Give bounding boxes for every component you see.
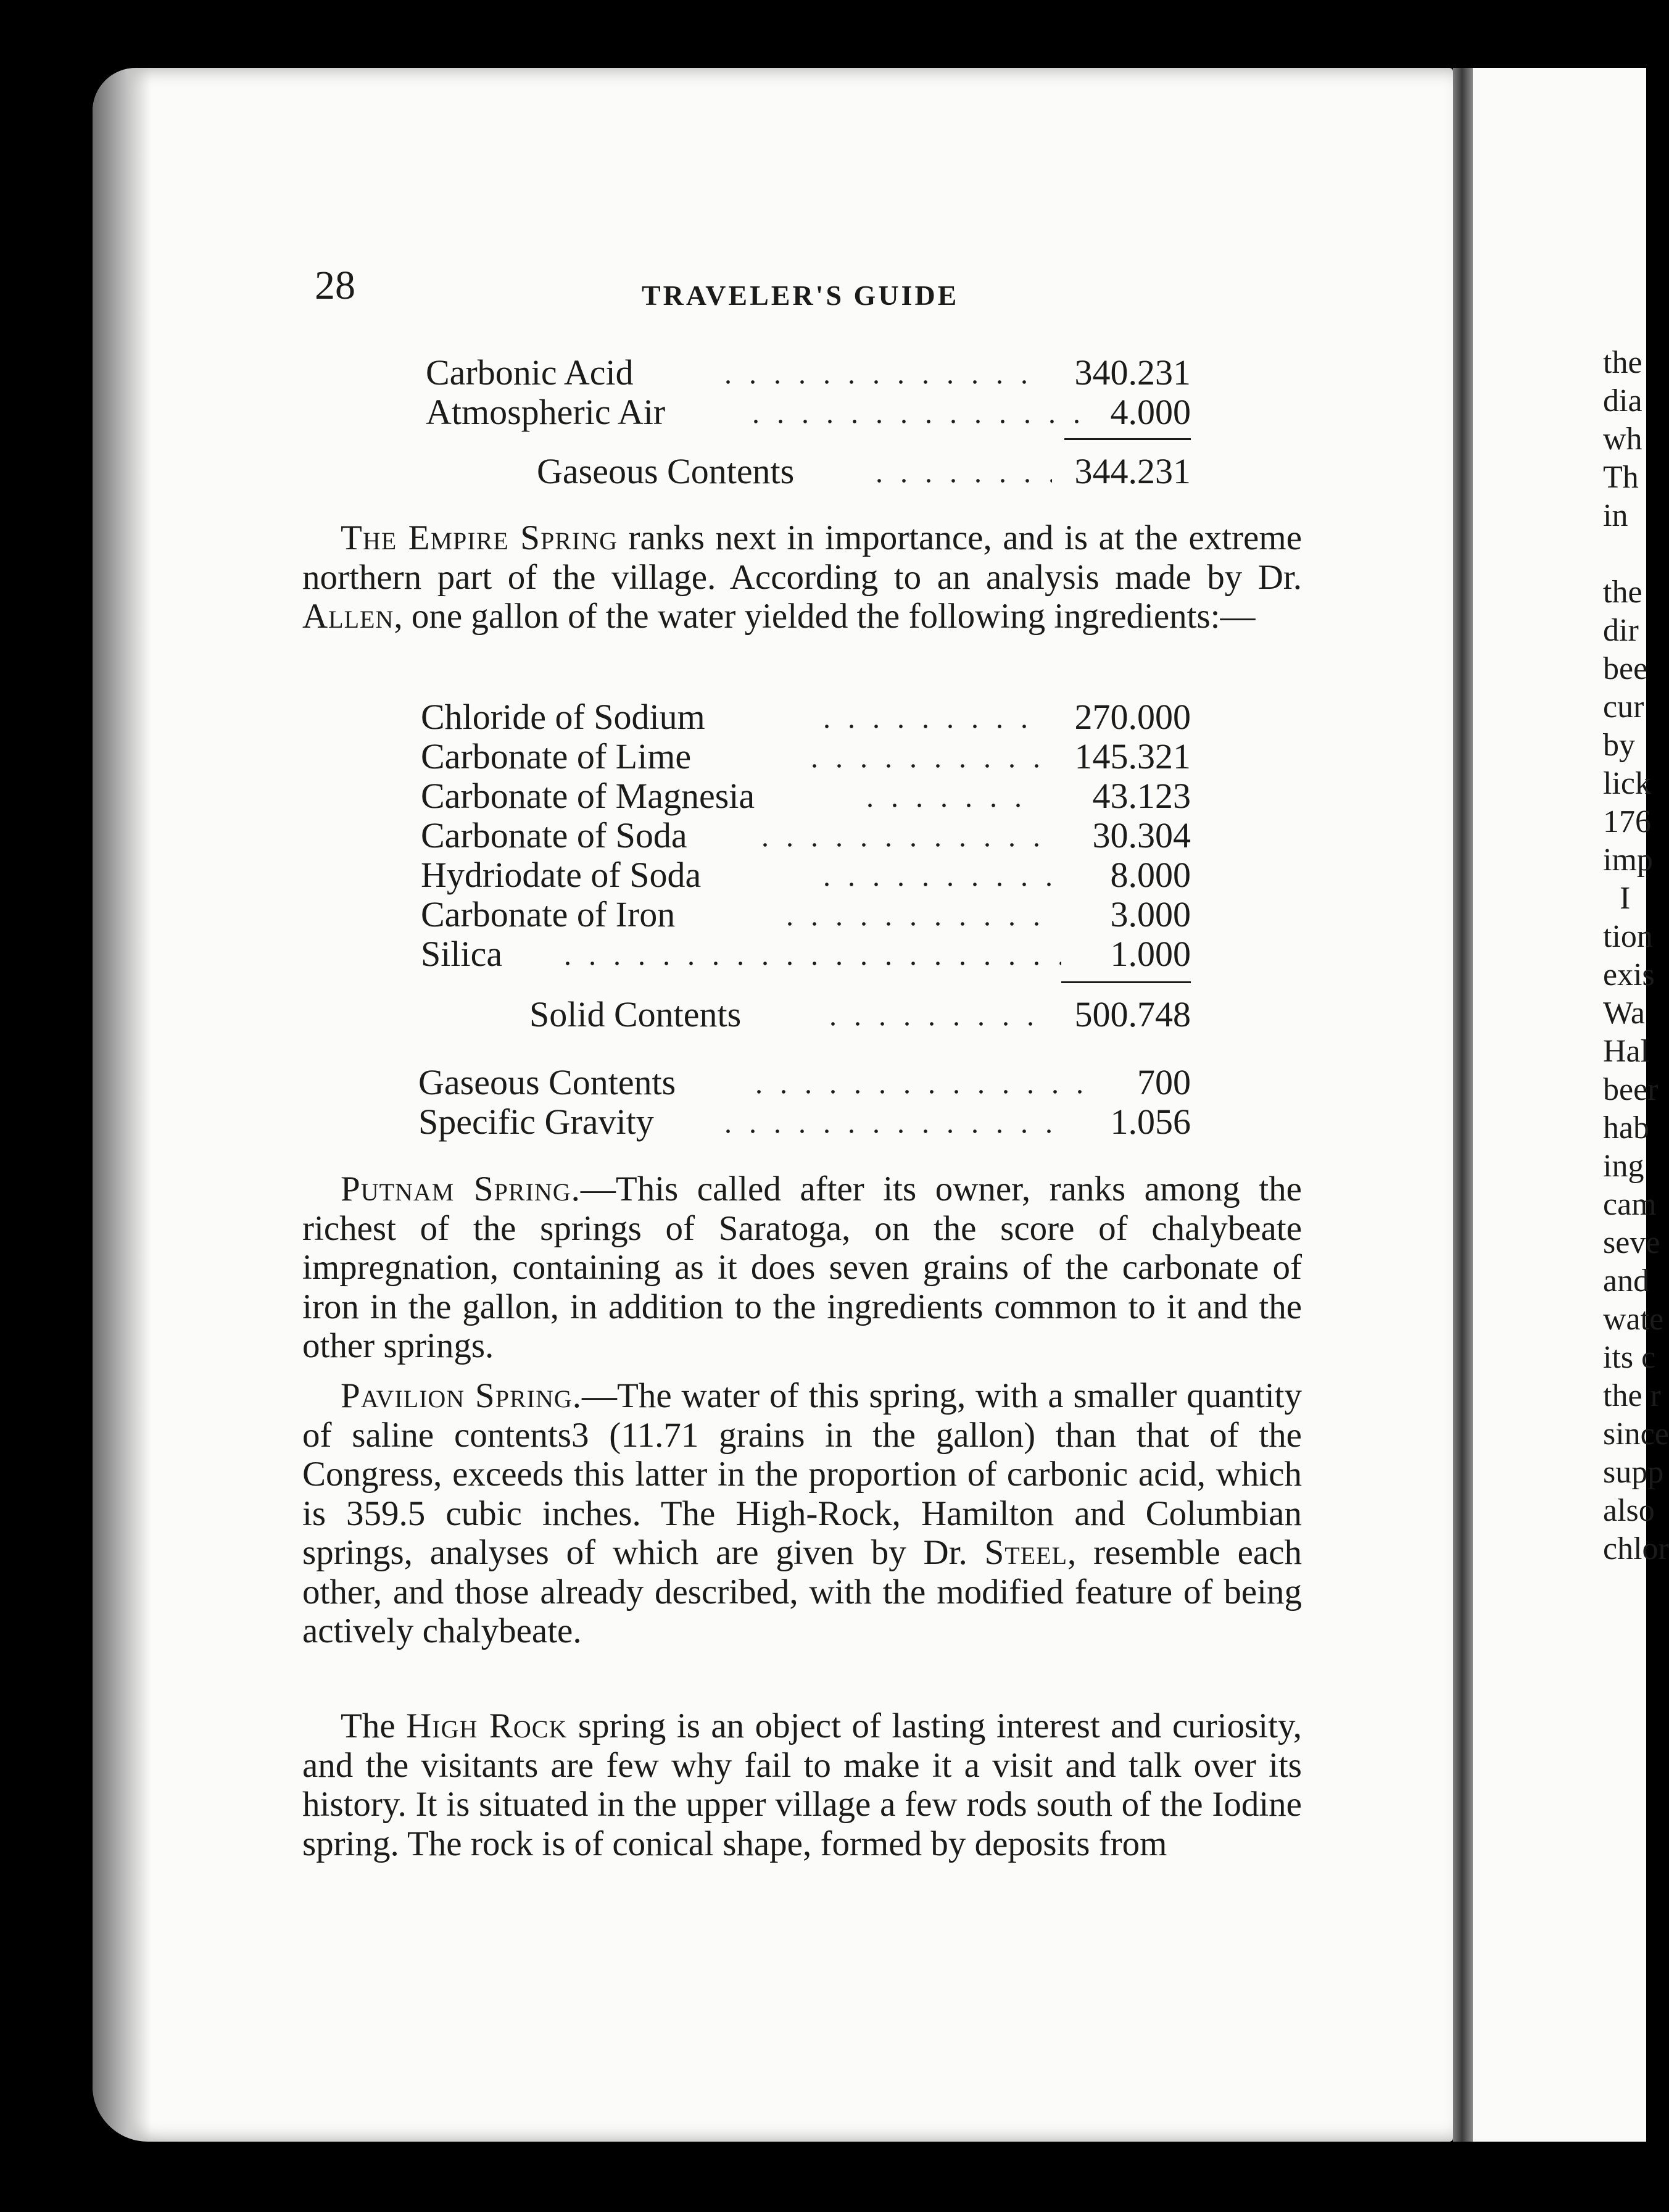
author-allen: Allen [302,597,394,636]
ingredient-value: 30.304 [1092,815,1191,855]
fragment: dir [1603,613,1639,648]
property-value: 700 [1137,1062,1191,1102]
fragment: tion [1603,919,1653,954]
fragment: I [1620,881,1631,916]
fragment: lick [1603,766,1651,801]
property-value: 1.056 [1110,1102,1191,1142]
book-gutter [1453,68,1473,2142]
ingredient-name: Silica [421,934,503,974]
ingredient-name: Carbonate of Lime [421,736,692,776]
fragment: dia [1603,383,1642,418]
page-number: 28 [315,263,355,308]
fragment: and [1603,1263,1650,1299]
empire-spring-paragraph [302,518,1302,636]
fragment: its c [1603,1340,1656,1375]
high-rock-text: spring is an object of lasting interest and curiosity, and the visitants are few why fail to make it a visit and talk over its history. It is situated in the upper village a few rods south of the Iodine spring. The rock is of conical shape, formed by deposits from [302,1707,1302,1863]
property-name: Gaseous Contents [418,1062,676,1102]
pavilion-text-1: —The water of this spring, with a smaller quantity of saline contents3 (11.71 grains in the gallon) than that of the Congress, exceeds this latter in the proportion of carbonic acid, which is 359.5 cubic inches. The High-Rock, Hamilton and Columbian springs, analyses of which are given by Dr. [302,1376,1302,1572]
total-value: 500.748 [1074,994,1191,1034]
sum-rule [1064,438,1191,440]
ingredient-name: Atmospheric Air [426,392,666,432]
ingredient-name: Carbonate of Iron [421,894,676,934]
ingredient-value: 340.231 [1074,352,1191,393]
empire-spring-heading: The Empire Spring [341,518,618,557]
fragment: wate [1603,1302,1664,1337]
fragment: imp [1603,842,1653,878]
putnam-text: —This called after its owner, ranks among the richest of the springs of Saratoga, on the score of chalybeate impregnation, containing as it does seven grains of the carbonate of iron in the gallon, in addition to the ingredients common to it and the other springs. [302,1170,1302,1365]
property-name: Specific Gravity [418,1102,654,1142]
ingredient-name: Carbonate of Soda [421,815,687,855]
fragment: the r [1603,1378,1661,1413]
fragment: in [1603,498,1628,533]
fragment: the [1603,575,1642,610]
total-name: Solid Contents [529,994,742,1034]
ingredient-name: Carbonic Acid [426,352,634,393]
ingredient-value: 1.000 [1110,934,1191,974]
fragment: cam [1603,1187,1657,1222]
fragment: exis [1603,957,1655,992]
putnam-spring-heading: Putnam Spring. [341,1170,581,1208]
ingredient-value: 8.000 [1110,855,1191,895]
author-steel: Steel [984,1533,1068,1572]
fragment: chlor [1603,1531,1669,1566]
ingredient-name: Carbonate of Magnesia [421,776,755,816]
fragment: since [1603,1416,1669,1452]
fragment: hab [1603,1110,1650,1146]
empire-text-1: ranks next in importance, and is at the extreme northern part of the village. According to an analysis made by Dr. [302,518,1302,597]
pavilion-spring-heading: Pavilion Spring. [341,1376,582,1415]
fragment: beer [1603,1072,1659,1107]
high-rock-paragraph [302,1707,1302,1863]
high-rock-text-0: The [341,1707,407,1745]
empire-text-2: , one gallon of the water yielded the following ingredients:— [394,597,1256,636]
ingredient-name: Hydriodate of Soda [421,855,702,895]
fragment: ing [1603,1149,1644,1184]
fragment: Wa [1603,996,1645,1031]
ingredient-value: 43.123 [1092,776,1191,816]
ingredient-value: 3.000 [1110,894,1191,934]
fragment: by [1603,728,1635,763]
ingredient-value: 145.321 [1074,736,1191,776]
fragment: supp [1603,1455,1664,1490]
fragment: also [1603,1493,1655,1528]
ingredient-value: 4.000 [1110,392,1191,432]
running-head: TRAVELER'S GUIDE [642,280,959,311]
high-rock-heading: High Rock [406,1707,568,1745]
fragment: bee [1603,651,1648,686]
fragment: Hal [1603,1034,1650,1069]
total-value: 344.231 [1074,451,1191,491]
ingredient-value: 270.000 [1074,697,1191,737]
pavilion-text-2: , resemble each other, and those already described, with the modified feature of being actively chalybeate. [302,1533,1302,1650]
pavilion-spring-paragraph [302,1376,1302,1651]
fragment: seve [1603,1225,1660,1260]
ingredient-name: Chloride of Sodium [421,697,705,737]
fragment: the [1603,345,1642,380]
fragment: cur [1603,689,1644,725]
fragment: wh [1603,422,1642,457]
fragment: 176 [1603,804,1651,839]
putnam-spring-paragraph [302,1170,1302,1366]
fragment: Th [1603,460,1639,495]
total-name: Gaseous Contents [537,451,795,491]
sum-rule [1061,981,1191,983]
